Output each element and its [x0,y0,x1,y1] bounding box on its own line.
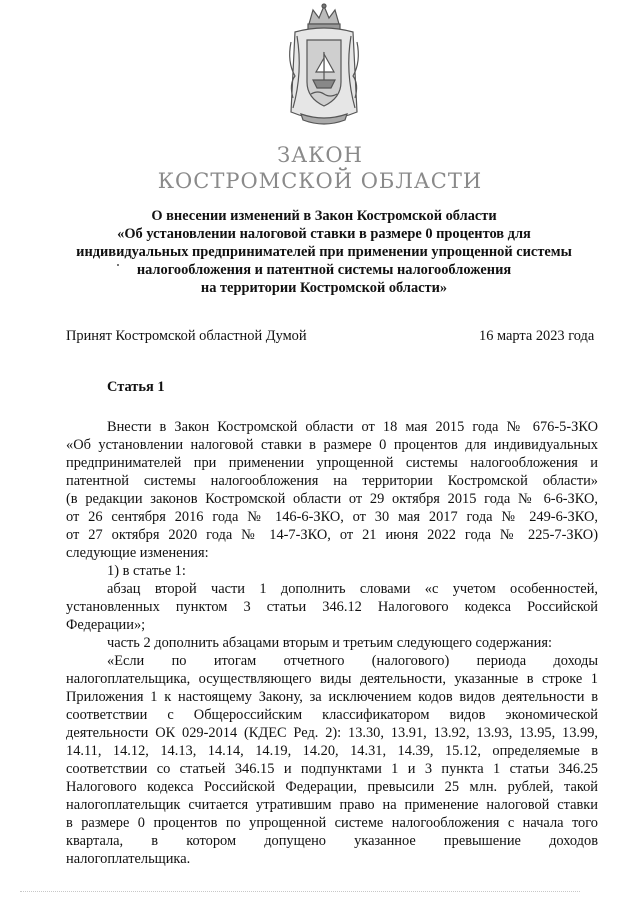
article-line: налогоплательщик считается утратившим право на применение налоговой ставки [66,797,598,813]
law-title [40,207,608,297]
adopted-by: Принят Костромской областной Думой [66,328,307,344]
article-line: налогоплательщика, осуществляющего виды деятельности, указанные в строке 1 [66,671,598,687]
article-line: 14.11, 14.12, 14.13, 14.14, 14.19, 14.20, 14.31, 14.39, 15.12, определяемые в [66,743,598,759]
article-line: следующие изменения: [66,545,209,561]
article-line: Налогового кодекса Российской Федерации, превысили 25 млн. рублей, такой [66,779,598,795]
article-line: 1) в статье 1: [107,563,186,579]
title-line: О внесении изменений в Закон Костромской области [151,208,497,224]
article-line: патентной системы налогообложения на территории Костромской области» [66,473,598,489]
article-line: налогоплательщика. [66,851,191,867]
coat-of-arms-icon [283,2,365,130]
title-line: индивидуальных предпринимателей при применении упрощенной системы [76,244,572,260]
article-line: Приложения 1 к настоящему Закону, за исключением кодов видов деятельности в [66,689,598,705]
article-line: предпринимателей при применении упрощенной системы налогообложения и [66,455,598,471]
article-line: соответствии со статьей 346.15 и подпунктами 1 и 3 пункта 1 статьи 346.25 [66,761,598,777]
article-line: установленных пунктом 3 статьи 346.12 Налогового кодекса Российской [66,599,598,615]
article-line: «Если по итогам отчетного (налогового) периода доходы [107,653,598,669]
scan-edge-line [20,891,580,893]
article-line: абзац второй части 1 дополнить словами «с учетом особенностей, [107,581,598,597]
article-line: деятельности ОК 029-2014 (КДЕС Ред. 2): 13.30, 13.91, 13.92, 13.93, 13.95, 13.99, [66,725,598,741]
article-line: квартала, в котором допущено указанное превышение доходов [66,833,598,849]
region-heading: КОСТРОМСКОЙ ОБЛАСТИ [157,169,483,193]
article-line: в размере 0 процентов по упрощенной системе налогообложения с начала того [66,815,598,831]
article-line: «Об установлении налоговой ставки в размере 0 процентов для индивидуальных [66,437,598,453]
article-line: Внести в Закон Костромской области от 18 мая 2015 года № 676-5-ЗКО [107,419,598,435]
title-line: «Об установлении налоговой ставки в размере 0 процентов для [117,226,531,242]
scan-speck [117,264,119,266]
adoption-date: 16 марта 2023 года [479,328,595,344]
article-heading: Статья 1 [107,379,165,395]
article-line: от 26 сентября 2016 года № 146-6-ЗКО, от 30 мая 2017 года № 249-6-ЗКО, [66,509,598,525]
article-line: от 27 октября 2020 года № 14-7-ЗКО, от 21 июня 2022 года № 225-7-ЗКО) [66,527,598,543]
article-body [66,418,598,868]
article-line: соответствии с Общероссийским классификатором видов экономической [66,707,598,723]
article-line: часть 2 дополнить абзацами вторым и третьим следующего содержания: [107,635,552,651]
law-heading: ЗАКОН [277,143,363,167]
article-line: Федерации»; [66,617,146,633]
title-line: налогообложения и патентной системы налогообложения [136,262,512,278]
article-line: (в редакции законов Костромской области от 29 октября 2015 года № 6-6-ЗКО, [66,491,598,507]
title-line: на территории Костромской области» [200,280,448,296]
